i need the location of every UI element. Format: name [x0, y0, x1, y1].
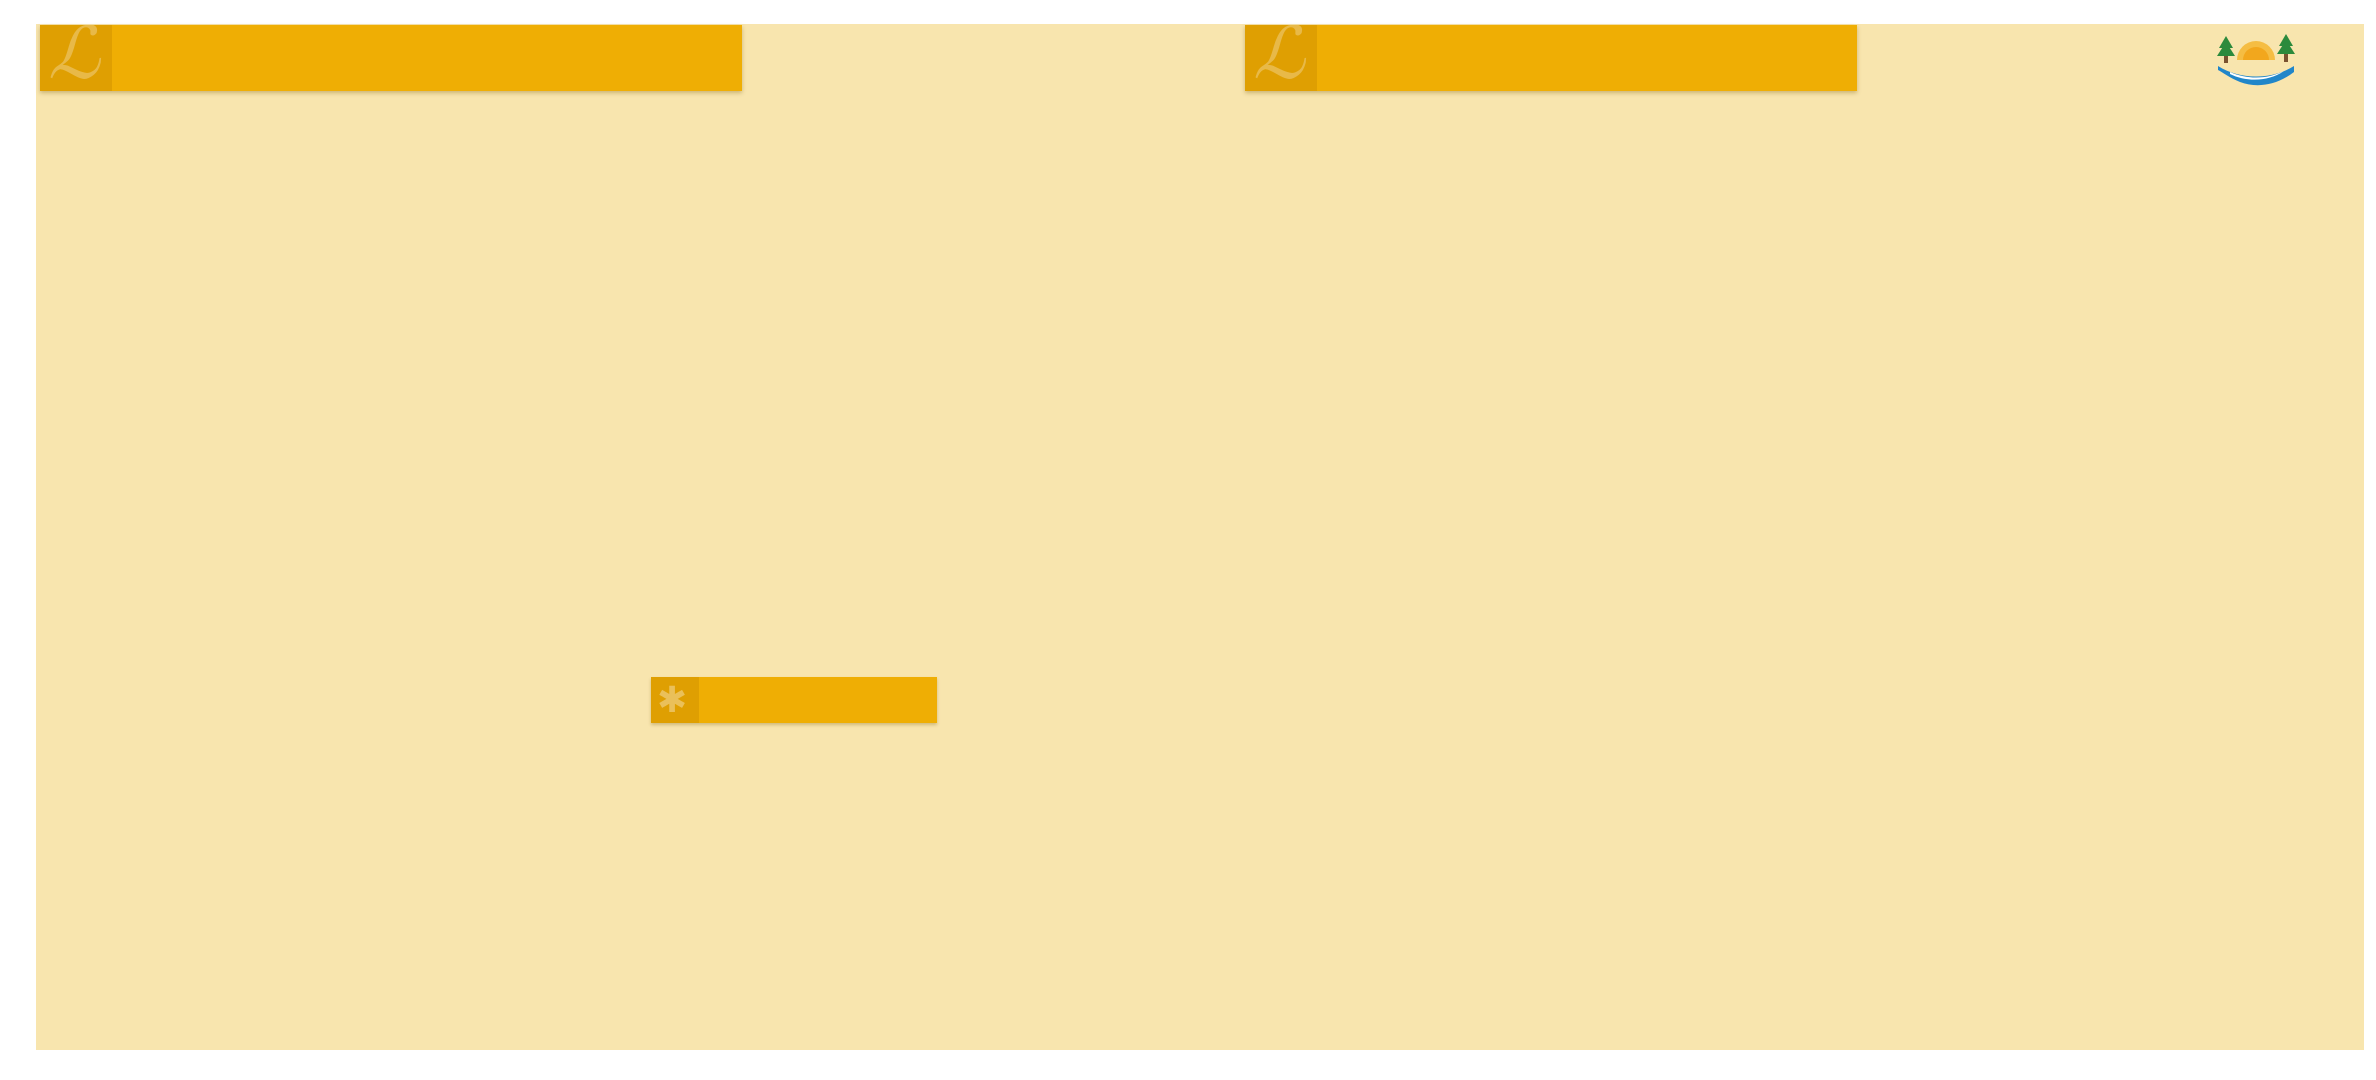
pine-tree-left-icon: [2217, 36, 2235, 63]
lake-wave-icon: [2218, 66, 2294, 85]
title-banner-ground-floor: [40, 25, 742, 91]
banner-watermark-square: [1245, 25, 1317, 91]
banner-watermark-square: [651, 677, 699, 723]
pine-tree-right-icon: [2277, 34, 2295, 62]
lakeview-logo: [2148, 22, 2362, 118]
banner-watermark-square: [40, 25, 112, 91]
title-banner-first-floor: [1245, 25, 1857, 91]
area-statement-banner: [651, 677, 937, 723]
star-watermark-icon: ✱: [657, 679, 688, 720]
script-letter-watermark-icon: ℒ: [1253, 25, 1305, 91]
script-letter-watermark-icon: ℒ: [48, 25, 100, 91]
